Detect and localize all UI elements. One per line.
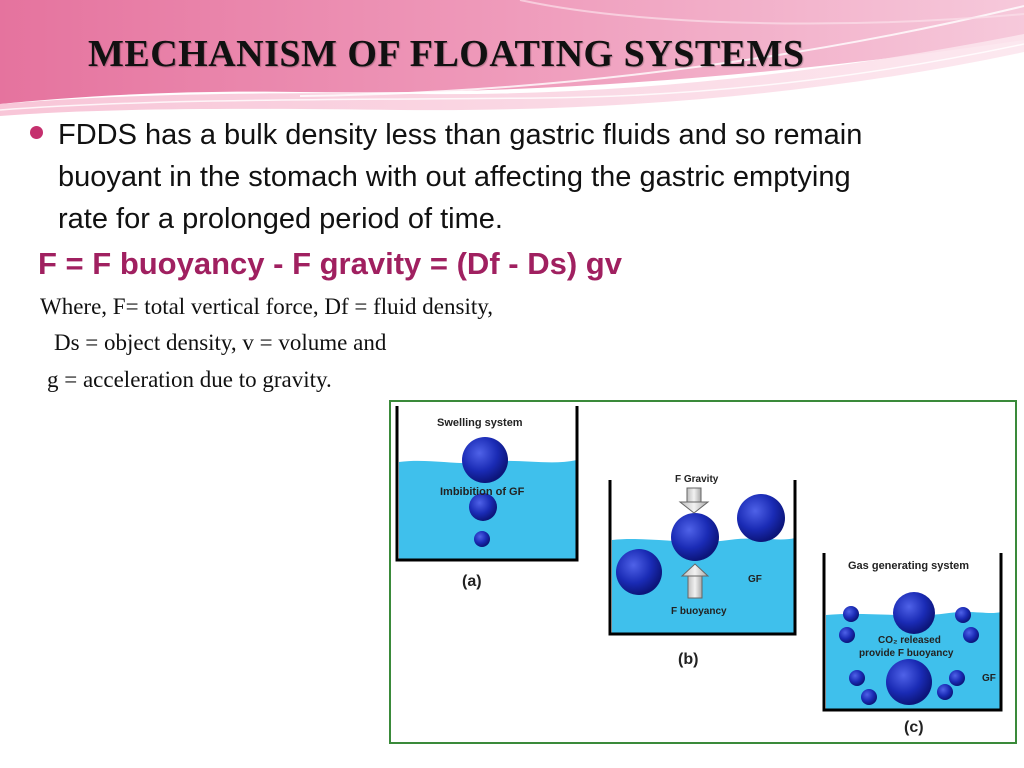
panel-c-caption: (c) bbox=[904, 719, 924, 736]
buoyancy-label: F buoyancy bbox=[671, 606, 727, 617]
panel-a-sphere-large bbox=[462, 437, 508, 483]
buoyancy-arrow-shaft bbox=[688, 576, 702, 598]
panel-a-sphere-small bbox=[474, 531, 490, 547]
slide-title: MECHANISM OF FLOATING SYSTEMS bbox=[88, 33, 805, 75]
floating-systems-figure bbox=[389, 400, 1017, 744]
panel-b-sphere-left bbox=[616, 549, 662, 595]
panel-c-heading: Gas generating system bbox=[848, 560, 970, 572]
panel-c-label-line2: provide F buoyancy bbox=[859, 648, 954, 659]
bubble bbox=[955, 607, 971, 623]
panel-c-sphere-top bbox=[893, 592, 935, 634]
bubble bbox=[937, 684, 953, 700]
force-formula: F = F buoyancy - F gravity = (Df - Ds) gv bbox=[38, 246, 622, 281]
definition-line-2: Ds = object density, v = volume and bbox=[54, 330, 387, 355]
panel-a-heading: Swelling system bbox=[437, 417, 523, 429]
panel-b-caption: (b) bbox=[678, 651, 699, 668]
bullet-dot-icon bbox=[30, 126, 43, 139]
panel-c-label-line1: CO₂ released bbox=[878, 635, 941, 646]
panel-b-sphere-center bbox=[671, 513, 719, 561]
bubble bbox=[839, 627, 855, 643]
definition-line-1: Where, F= total vertical force, Df = fluid density, bbox=[40, 294, 493, 319]
bullet-text: FDDS has a bulk density less than gastric fluids and so remain buoyant in the stomach with out affecting the gastric emptying rate for a prolonged period of time. bbox=[58, 119, 863, 235]
panel-b-sphere-right bbox=[737, 494, 785, 542]
bubble bbox=[843, 606, 859, 622]
definition-line-3: g = acceleration due to gravity. bbox=[47, 367, 332, 392]
bubble bbox=[861, 689, 877, 705]
gravity-label: F Gravity bbox=[675, 474, 719, 485]
bubble bbox=[963, 627, 979, 643]
panel-a-caption: (a) bbox=[462, 573, 482, 590]
panel-c-sphere-bottom bbox=[886, 659, 932, 705]
panel-c-fluid-label: GF bbox=[982, 673, 996, 684]
bubble bbox=[849, 670, 865, 686]
panel-b-fluid-label: GF bbox=[748, 574, 762, 585]
gravity-arrow-shaft bbox=[687, 488, 701, 502]
bubble bbox=[949, 670, 965, 686]
panel-a-label: Imbibition of GF bbox=[440, 486, 525, 498]
